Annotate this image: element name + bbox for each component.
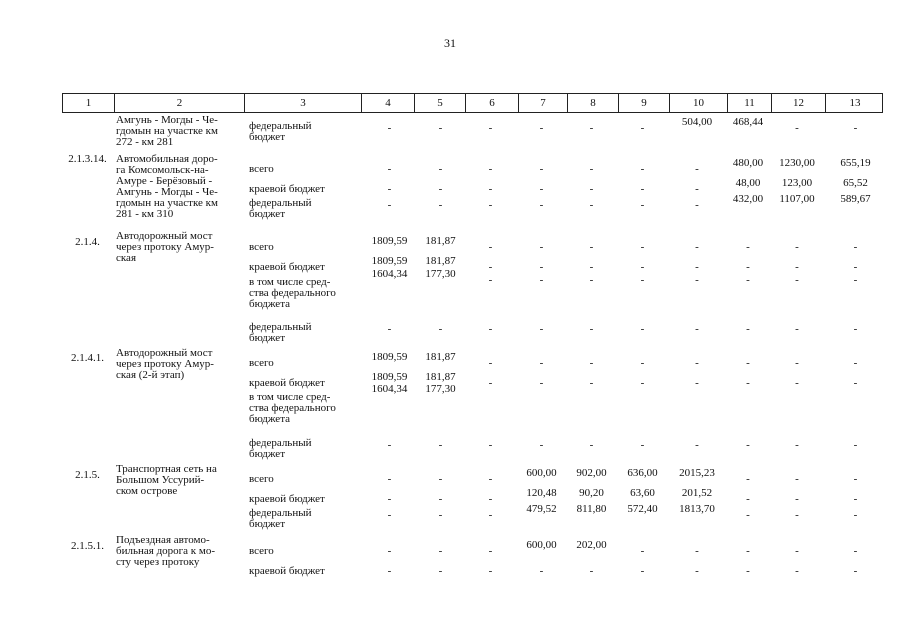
table-cell: - — [695, 183, 699, 195]
table-cell: - — [387, 439, 392, 451]
table-cell: - — [488, 439, 493, 451]
table-cell: 468,44 — [732, 116, 764, 128]
table-cell: 181,87 — [425, 351, 456, 363]
table-cell: - — [795, 439, 799, 451]
table-cell: 177,30 — [425, 268, 456, 280]
table-cell: - — [746, 439, 750, 451]
table-cell: - — [488, 545, 493, 557]
table-cell: 636,00 — [627, 467, 658, 479]
table-cell: - — [589, 183, 594, 195]
table-cell: 2015,23 — [679, 467, 715, 479]
table-cell: 1809,59 — [371, 235, 408, 247]
table-cell: - — [488, 509, 493, 521]
table-cell: - — [438, 545, 443, 557]
table-header — [62, 93, 883, 113]
table-cell: - — [853, 357, 858, 369]
table-cell: - — [640, 323, 645, 335]
table-cell: - — [640, 357, 645, 369]
table-cell: 655,19 — [840, 157, 871, 169]
table-cell: 202,00 — [576, 539, 607, 551]
funding-type: в том числе сред- ства федерального бюджета — [249, 391, 336, 425]
table-cell: - — [589, 261, 594, 273]
table-cell: - — [438, 509, 443, 521]
table-cell: - — [746, 545, 750, 557]
table-cell: 181,87 — [425, 371, 456, 383]
funding-type: всего — [249, 545, 274, 557]
table-cell: 572,40 — [627, 503, 658, 515]
table-cell: 177,30 — [425, 383, 456, 395]
table-cell: - — [795, 565, 799, 577]
table-cell: 1604,34 — [371, 268, 408, 280]
table-cell: - — [589, 323, 594, 335]
table-cell: - — [853, 261, 858, 273]
table-cell: 1230,00 — [779, 157, 815, 169]
table-cell: 123,00 — [781, 177, 813, 189]
header-cell-11: 11 — [727, 94, 771, 112]
table-cell: - — [589, 241, 594, 253]
table-cell: - — [438, 199, 443, 211]
table-cell: - — [539, 439, 544, 451]
table-cell: - — [795, 509, 799, 521]
header-cell-4: 4 — [361, 94, 414, 112]
table-cell: - — [853, 241, 858, 253]
table-cell: - — [795, 473, 799, 485]
table-cell: - — [387, 323, 392, 335]
funding-type: в том числе сред- ства федерального бюджета — [249, 276, 336, 310]
funding-type: краевой бюджет — [249, 493, 325, 505]
header-cell-6: 6 — [465, 94, 518, 112]
table-cell: - — [853, 565, 858, 577]
table-cell: - — [438, 565, 443, 577]
table-cell: - — [488, 357, 493, 369]
table-cell: - — [746, 509, 750, 521]
table-cell: - — [795, 241, 799, 253]
funding-type: федеральный бюджет — [249, 120, 312, 143]
table-cell: 1809,59 — [371, 255, 408, 267]
table-cell: - — [438, 439, 443, 451]
table-cell: - — [539, 261, 544, 273]
table-cell: - — [488, 377, 493, 389]
table-cell: - — [746, 241, 750, 253]
funding-type: всего — [249, 357, 274, 369]
table-cell: - — [695, 357, 699, 369]
row-name: Подъездная автомо- бильная дорога к мо- сту через протоку — [116, 534, 216, 568]
table-cell: - — [695, 377, 699, 389]
table-cell: - — [640, 261, 645, 273]
funding-type: краевой бюджет — [249, 377, 325, 389]
row-code: 2.1.5.1. — [71, 540, 104, 552]
table-cell: - — [853, 377, 858, 389]
funding-type: всего — [249, 163, 274, 175]
funding-type: краевой бюджет — [249, 261, 325, 273]
table-cell: - — [795, 545, 799, 557]
table-cell: - — [746, 323, 750, 335]
table-cell: - — [387, 163, 392, 175]
funding-type: краевой бюджет — [249, 183, 325, 195]
table-cell: - — [795, 357, 799, 369]
header-cell-9: 9 — [618, 94, 669, 112]
table-cell: - — [853, 545, 858, 557]
table-cell: - — [539, 565, 544, 577]
table-cell: - — [640, 122, 645, 134]
table-cell: - — [589, 357, 594, 369]
table-cell: - — [488, 493, 493, 505]
table-cell: - — [539, 163, 544, 175]
table-cell: - — [795, 323, 799, 335]
table-cell: - — [539, 377, 544, 389]
table-cell: - — [795, 261, 799, 273]
table-cell: - — [387, 199, 392, 211]
table-cell: - — [640, 439, 645, 451]
table-cell: - — [589, 377, 594, 389]
table-cell: 1813,70 — [679, 503, 715, 515]
table-cell: 120,48 — [526, 487, 557, 499]
table-cell: - — [640, 183, 645, 195]
table-cell: - — [746, 261, 750, 273]
table-cell: - — [640, 163, 645, 175]
table-cell: - — [795, 274, 799, 286]
table-cell: 902,00 — [576, 467, 607, 479]
table-cell: 181,87 — [425, 255, 456, 267]
table-cell: - — [640, 199, 645, 211]
table-cell: 90,20 — [579, 487, 604, 499]
table-cell: - — [387, 493, 392, 505]
table-cell: - — [589, 122, 594, 134]
table-cell: - — [488, 565, 493, 577]
table-cell: - — [853, 323, 858, 335]
table-cell: - — [853, 274, 858, 286]
table-cell: 479,52 — [526, 503, 557, 515]
header-cell-5: 5 — [414, 94, 465, 112]
table-cell: - — [438, 493, 443, 505]
table-cell: - — [438, 183, 443, 195]
row-name: Автомобильная доро- га Комсомольск-на- Амуре - Берёзовый - Амгунь - Могды - Че- гдомын на участке км 281 - км 310 — [116, 153, 218, 220]
header-cell-10: 10 — [669, 94, 727, 112]
row-name: Транспортная сеть на Большом Уссурий- ском острове — [116, 463, 217, 497]
header-cell-13: 13 — [825, 94, 884, 112]
table-cell: - — [387, 509, 392, 521]
table-cell: - — [438, 163, 443, 175]
table-cell: - — [387, 545, 392, 557]
table-cell: - — [746, 473, 750, 485]
table-cell: 504,00 — [681, 116, 713, 128]
table-cell: - — [746, 377, 750, 389]
table-cell: - — [488, 274, 493, 286]
table-cell: 600,00 — [526, 539, 557, 551]
funding-type: федеральный бюджет — [249, 321, 312, 344]
table-cell: - — [695, 323, 699, 335]
table-cell: 1604,34 — [371, 383, 408, 395]
table-cell: - — [539, 199, 544, 211]
funding-type: федеральный бюджет — [249, 437, 312, 460]
table-cell: - — [695, 274, 699, 286]
table-cell: - — [488, 473, 493, 485]
header-cell-7: 7 — [518, 94, 567, 112]
table-cell: - — [488, 183, 493, 195]
table-cell: - — [387, 473, 392, 485]
header-cell-1: 1 — [85, 97, 92, 109]
table-cell: - — [795, 122, 799, 134]
table-cell: - — [589, 439, 594, 451]
table-cell: - — [795, 493, 799, 505]
header-cell-12: 12 — [771, 94, 825, 112]
row-name: Автодорожный мост через протоку Амур- ская — [116, 230, 214, 264]
table-cell: - — [589, 199, 594, 211]
table-cell: - — [853, 509, 858, 521]
funding-type: краевой бюджет — [249, 565, 325, 577]
table-cell: - — [387, 122, 392, 134]
header-cell-3: 3 — [244, 94, 361, 112]
table-cell: - — [695, 261, 699, 273]
table-cell: - — [539, 323, 544, 335]
table-cell: - — [488, 241, 493, 253]
table-cell: - — [589, 163, 594, 175]
table-cell: - — [695, 565, 699, 577]
table-cell: - — [640, 274, 645, 286]
table-cell: - — [695, 545, 699, 557]
table-cell: - — [695, 163, 699, 175]
table-cell: - — [589, 565, 594, 577]
table-cell: 201,52 — [681, 487, 713, 499]
table-cell: - — [438, 122, 443, 134]
table-cell: - — [853, 122, 858, 134]
table-cell: - — [853, 473, 858, 485]
table-cell: - — [640, 545, 645, 557]
table-cell: 589,67 — [840, 193, 871, 205]
table-cell: - — [488, 199, 493, 211]
table-cell: - — [640, 241, 645, 253]
header-cell-2: 2 — [114, 94, 244, 112]
row-code: 2.1.3.14. — [68, 153, 107, 165]
table-cell: - — [695, 439, 699, 451]
row-code: 2.1.4. — [75, 236, 100, 248]
table-cell: - — [539, 357, 544, 369]
table-cell: - — [589, 274, 594, 286]
table-cell: 48,00 — [735, 177, 761, 189]
table-cell: 811,80 — [576, 503, 607, 515]
funding-type: федеральный бюджет — [249, 197, 312, 220]
page-number: 31 — [444, 36, 456, 50]
table-cell: - — [539, 241, 544, 253]
table-cell: - — [695, 199, 699, 211]
table-cell: - — [746, 274, 750, 286]
table-cell: 1809,59 — [371, 351, 408, 363]
table-cell: 181,87 — [425, 235, 456, 247]
table-cell: 63,60 — [630, 487, 655, 499]
table-cell: - — [488, 122, 493, 134]
table-cell: - — [488, 323, 493, 335]
table-cell: 600,00 — [526, 467, 557, 479]
funding-type: всего — [249, 473, 274, 485]
funding-type: федеральный бюджет — [249, 507, 312, 530]
table-cell: - — [746, 357, 750, 369]
row-name: Автодорожный мост через протоку Амур- ская (2-й этап) — [116, 347, 214, 381]
table-cell: - — [746, 565, 750, 577]
table-cell: - — [853, 439, 858, 451]
table-cell: 480,00 — [732, 157, 764, 169]
table-cell: - — [387, 565, 392, 577]
funding-type: всего — [249, 241, 274, 253]
table-cell: - — [539, 183, 544, 195]
table-cell: - — [795, 377, 799, 389]
table-cell: - — [695, 241, 699, 253]
table-cell: 65,52 — [843, 177, 868, 189]
header-cell-8: 8 — [567, 94, 618, 112]
row-code: 2.1.4.1. — [71, 352, 104, 364]
table-cell: - — [539, 122, 544, 134]
table-cell: - — [438, 473, 443, 485]
table-cell: - — [488, 261, 493, 273]
table-cell: 1107,00 — [779, 193, 815, 205]
table-cell: - — [853, 493, 858, 505]
table-cell: - — [438, 323, 443, 335]
table-cell: - — [746, 493, 750, 505]
table-cell: - — [539, 274, 544, 286]
row-name: Амгунь - Могды - Че- гдомын на участке км 272 - км 281 — [116, 114, 218, 148]
table-cell: - — [640, 377, 645, 389]
table-cell: 1809,59 — [371, 371, 408, 383]
row-code: 2.1.5. — [75, 469, 100, 481]
table-cell: - — [488, 163, 493, 175]
table-cell: - — [640, 565, 645, 577]
table-cell: - — [387, 183, 392, 195]
table-cell: 432,00 — [732, 193, 764, 205]
